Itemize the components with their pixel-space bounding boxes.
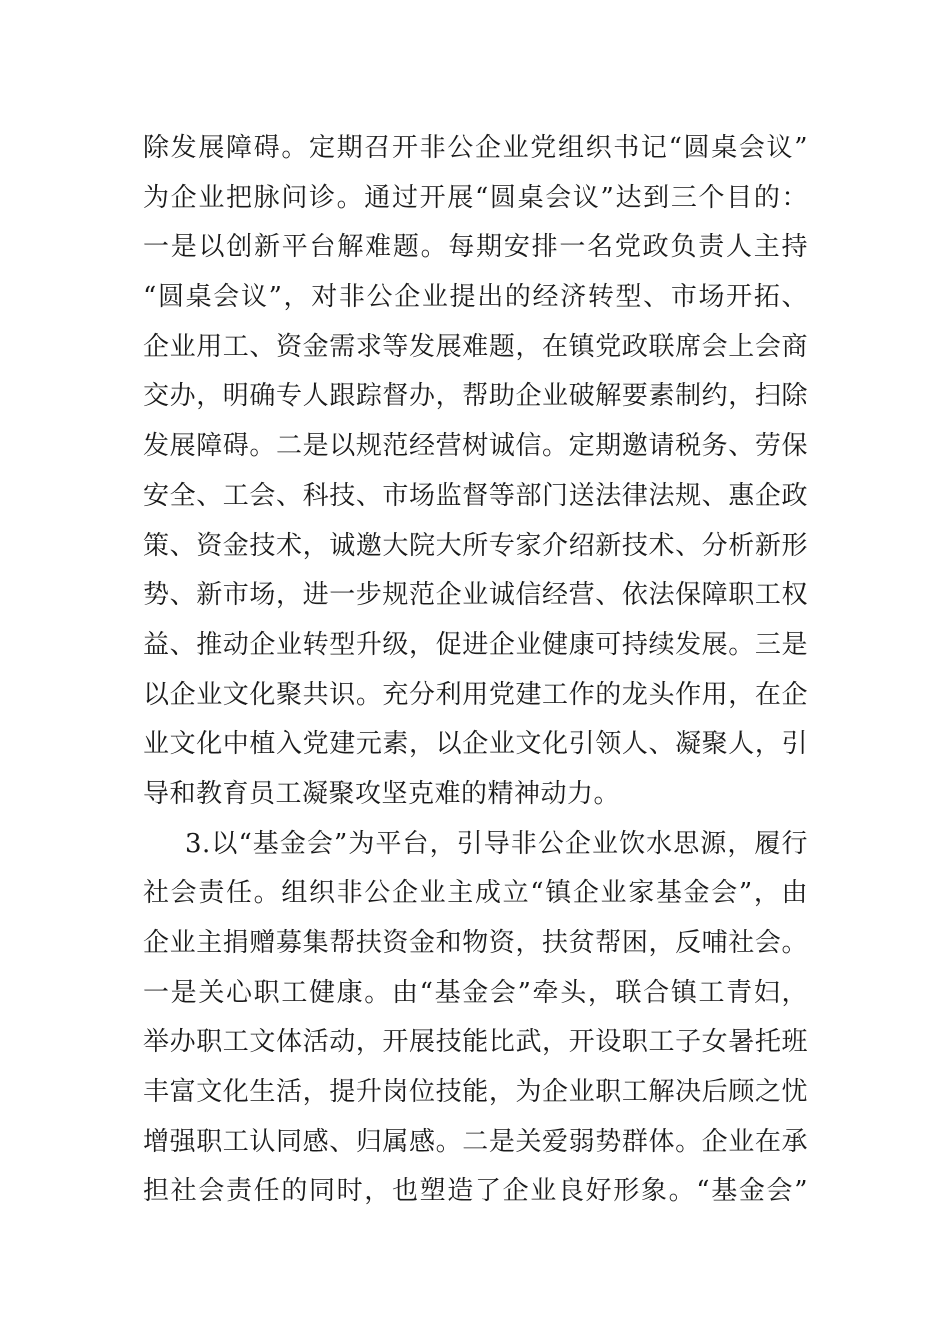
text-line: 企业主捐赠募集帮扶资金和物资，扶贫帮困，反哺社会。 [143,928,808,958]
text-line: “圆桌会议”，对非公企业提出的经济转型、市场开拓、 [143,282,808,313]
text-line: 一是以创新平台解难题。每期安排一名党政负责人主持 [143,232,808,263]
text-line: 丰富文化生活，提升岗位技能，为企业职工解决后顾之忧 [143,1077,808,1108]
text-line: 举办职工文体活动，开展技能比武，开设职工子女暑托班 [143,1027,808,1058]
text-line: 势、新市场，进一步规范企业诚信经营、依法保障职工权 [143,580,808,611]
text-line: 策、资金技术，诚邀大院大所专家介绍新技术、分析新形 [143,530,808,561]
text-line: 增强职工认同感、归属感。二是关爱弱势群体。企业在承 [143,1126,808,1157]
text-line: 益、推动企业转型升级，促进企业健康可持续发展。三是 [143,629,808,660]
text-line: 为企业把脉问诊。通过开展“圆桌会议”达到三个目的： [143,182,808,213]
paragraph-end-line: 导和教育员工凝聚攻坚克难的精神动力。 [143,778,621,809]
text-line: 担社会责任的同时，也塑造了企业良好形象。“基金会” [143,1176,808,1207]
text-line: 一是关心职工健康。由“基金会”牵头，联合镇工青妇， [143,977,808,1008]
text-line: 安全、工会、科技、市场监督等部门送法律法规、惠企政 [143,480,808,511]
text-line: 业文化中植入党建元素，以企业文化引领人、凝聚人，引 [143,729,808,760]
text-line: 企业用工、资金需求等发展难题，在镇党政联席会上会商 [143,331,808,362]
text-line: 交办，明确专人跟踪督办，帮助企业破解要素制约，扫除 [143,381,808,412]
paragraph-start-line: 3.以“基金会”为平台，引导非公企业饮水思源，履行 [185,828,808,859]
text-line: 除发展障碍。定期召开非公企业党组织书记“圆桌会议” [143,133,808,163]
text-line: 社会责任。组织非公企业主成立“镇企业家基金会”，由 [143,878,808,909]
text-line: 发展障碍。二是以规范经营树诚信。定期邀请税务、劳保 [143,431,808,462]
text-line: 以企业文化聚共识。充分利用党建工作的龙头作用，在企 [143,679,808,710]
body-text [143,124,808,1217]
